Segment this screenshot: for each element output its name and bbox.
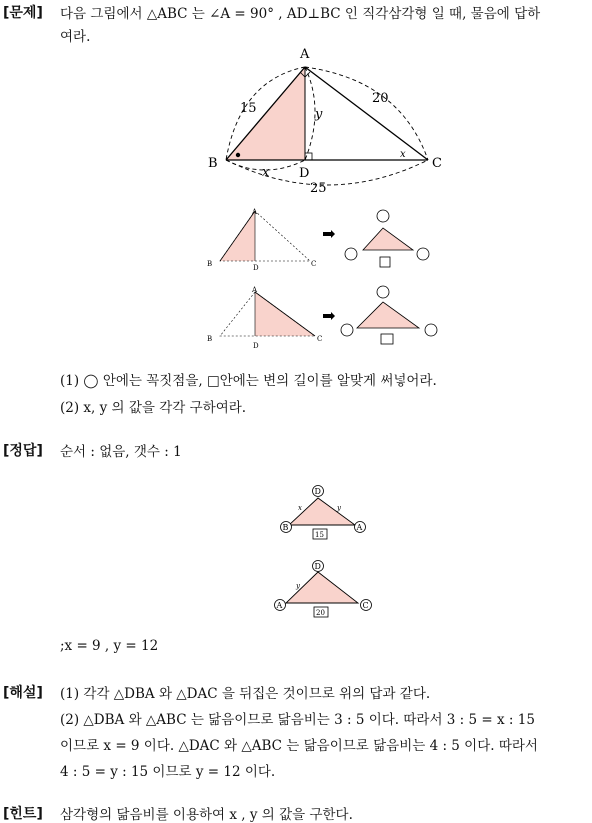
angle-x-label: x: [400, 149, 406, 160]
answer-line-1: 순서 : 없음, 갯수 : 1: [60, 444, 182, 460]
arrow-icon: [323, 230, 335, 238]
mini1-b: B: [207, 260, 213, 268]
ans2-right: C: [362, 601, 369, 610]
vertex-c-label: C: [432, 156, 442, 171]
svg-text:y: y: [337, 504, 341, 512]
side-ac-label: 20: [372, 91, 389, 106]
question-1: (1) ◯ 안에는 꼭짓점을, □안에는 변의 길이를 알맞게 써넣어라.: [60, 373, 437, 389]
mini1-d: D: [253, 264, 259, 272]
question-2: (2) x, y 의 값을 각각 구하여라.: [60, 400, 247, 416]
vertex-b-label: B: [208, 156, 218, 171]
mini2-a: A: [252, 286, 258, 294]
answer-triangle-1: [276, 482, 376, 542]
ans2-left: A: [276, 601, 283, 610]
answer-triangle-2: [270, 558, 380, 618]
mini1-a: A: [252, 208, 258, 216]
solution-line-1: (1) 각각 △DBA 와 △DAC 을 뒤집은 것이므로 위의 답과 같다.: [60, 686, 431, 702]
answer-result: ;x = 9 , y = 12: [60, 638, 159, 654]
y-label: y: [315, 107, 323, 122]
mini1-c: C: [311, 260, 317, 268]
problem-line-2: 여라.: [60, 29, 91, 45]
solution-tag: [해설]: [3, 685, 43, 701]
mini-figure-1: [205, 206, 445, 272]
ans2-bottom: 20: [316, 609, 325, 617]
ans1-left: B: [282, 523, 289, 532]
vertex-d-label: D: [299, 166, 310, 181]
ans1-top: D: [314, 487, 321, 496]
main-triangle-figure: [200, 40, 450, 200]
ans2-top: D: [314, 562, 321, 571]
vertex-a-label: A: [300, 47, 310, 62]
solution-line-3: 이므로 x = 9 이다. △DAC 와 △ABC 는 닮음이므로 닮음비는 4 : 5 이다. 따라서: [60, 738, 538, 754]
arrow-icon: [323, 312, 335, 320]
side-ab-label: 15: [240, 101, 257, 116]
hint-tag: [힌트]: [3, 806, 43, 822]
solution-line-2: (2) △DBA 와 △ABC 는 닮음이므로 닮음비는 3 : 5 이다. 따라서 3 : 5 = x : 15: [60, 712, 535, 728]
ans1-bottom: 15: [315, 531, 324, 539]
answer-tag: [정답]: [3, 443, 43, 459]
mini2-b: B: [207, 335, 213, 343]
x-label: x: [262, 165, 270, 180]
problem-line-1: 다음 그림에서 △ABC 는 ∠A = 90° , AD⊥BC 인 직각삼각형 일 때, 물음에 답하: [60, 6, 541, 22]
hint-line-1: 삼각형의 닮음비를 이용하여 x , y 의 값을 구한다.: [60, 807, 353, 823]
solution-line-4: 4 : 5 = y : 15 이므로 y = 12 이다.: [60, 764, 276, 780]
mini2-d: D: [253, 342, 259, 350]
ans1-right: A: [356, 523, 363, 532]
svg-text:x: x: [298, 504, 302, 512]
problem-tag: [문제]: [3, 5, 43, 21]
side-bc-label: 25: [310, 181, 327, 196]
svg-text:y: y: [296, 582, 300, 590]
mini-figure-2: [205, 284, 445, 354]
mini2-c: C: [317, 335, 323, 343]
